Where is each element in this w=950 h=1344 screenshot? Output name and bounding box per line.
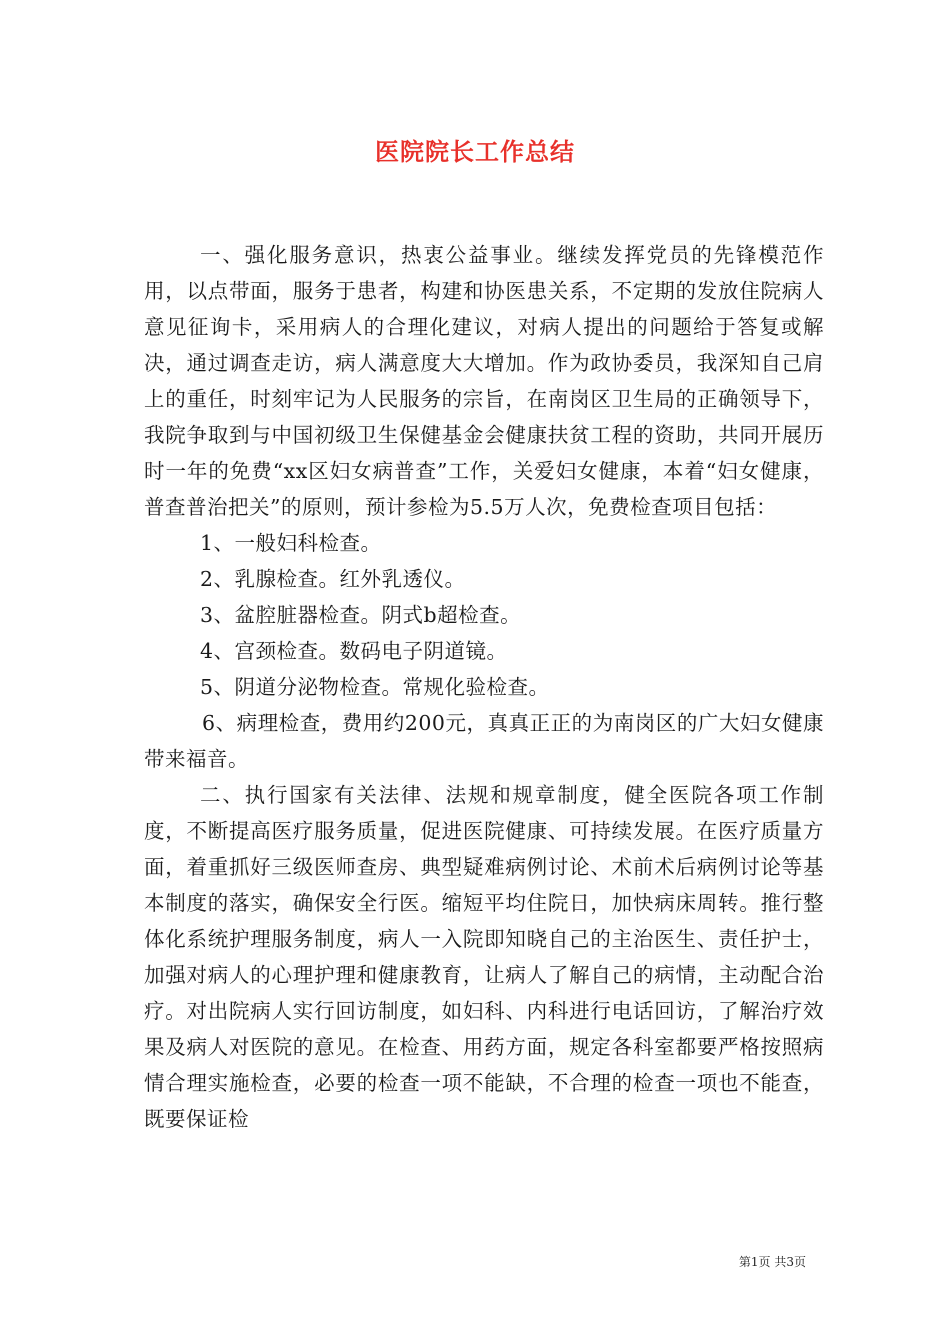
paragraph-section-two: 二、执行国家有关法律、法规和规章制度，健全医院各项工作制度，不断提高医疗服务质量，促进医院健康、可持续发展。在医疗质量方面，着重抓好三级医师查房、典型疑难病例讨论、术前术后病例讨论等基本制度的落实，确保安全行医。缩短平均住院日，加快病床周转。推行整体化系统护理服务制度，病人一入院即知晓自己的主治医生、责任护士，加强对病人的心理护理和健康教育，让病人了解自己的病情，主动配合治疗。对出院病人实行回访制度，如妇科、内科进行电话回访，了解治疗效果及病人对医院的意见。在检查、用药方面，规定各科室都要严格按照病情合理实施检查，必要的检查一项不能缺，不合理的检查一项也不能查，既要保证检	[144, 783, 824, 1131]
list-item-3: 3、盆腔脏器检查。阴式b超检查。	[200, 603, 522, 627]
list-item-6: 6、病理检查，费用约200元，真真正正的为南岗区的广大妇女健康带来福音。	[144, 711, 824, 771]
list-item-2: 2、乳腺检查。红外乳透仪。	[200, 567, 466, 591]
list-item-1: 1、一般妇科检查。	[200, 531, 382, 555]
list-item-5: 5、阴道分泌物检查。常规化验检查。	[200, 675, 550, 699]
page-number: 第1页 共3页	[738, 1255, 806, 1269]
document-title: 医院院长工作总结	[375, 137, 575, 166]
document-body	[144, 237, 824, 1137]
paragraph-section-one: 一、强化服务意识，热衷公益事业。继续发挥党员的先锋模范作用，以点带面，服务于患者，构建和协医患关系，不定期的发放住院病人意见征询卡，采用病人的合理化建议，对病人提出的问题给于答复或解决，通过调查走访，病人满意度大大增加。作为政协委员，我深知自己肩上的重任，时刻牢记为人民服务的宗旨，在南岗区卫生局的正确领导下，我院争取到与中国初级卫生保健基金会健康扶贫工程的资助，共同开展历时一年的免费“xx区妇女病普查”工作，关爱妇女健康，本着“妇女健康，普查普治把关”的原则，预计参检为5.5万人次，免费检查项目包括：	[144, 243, 824, 519]
list-item-4: 4、宫颈检查。数码电子阴道镜。	[200, 639, 508, 663]
